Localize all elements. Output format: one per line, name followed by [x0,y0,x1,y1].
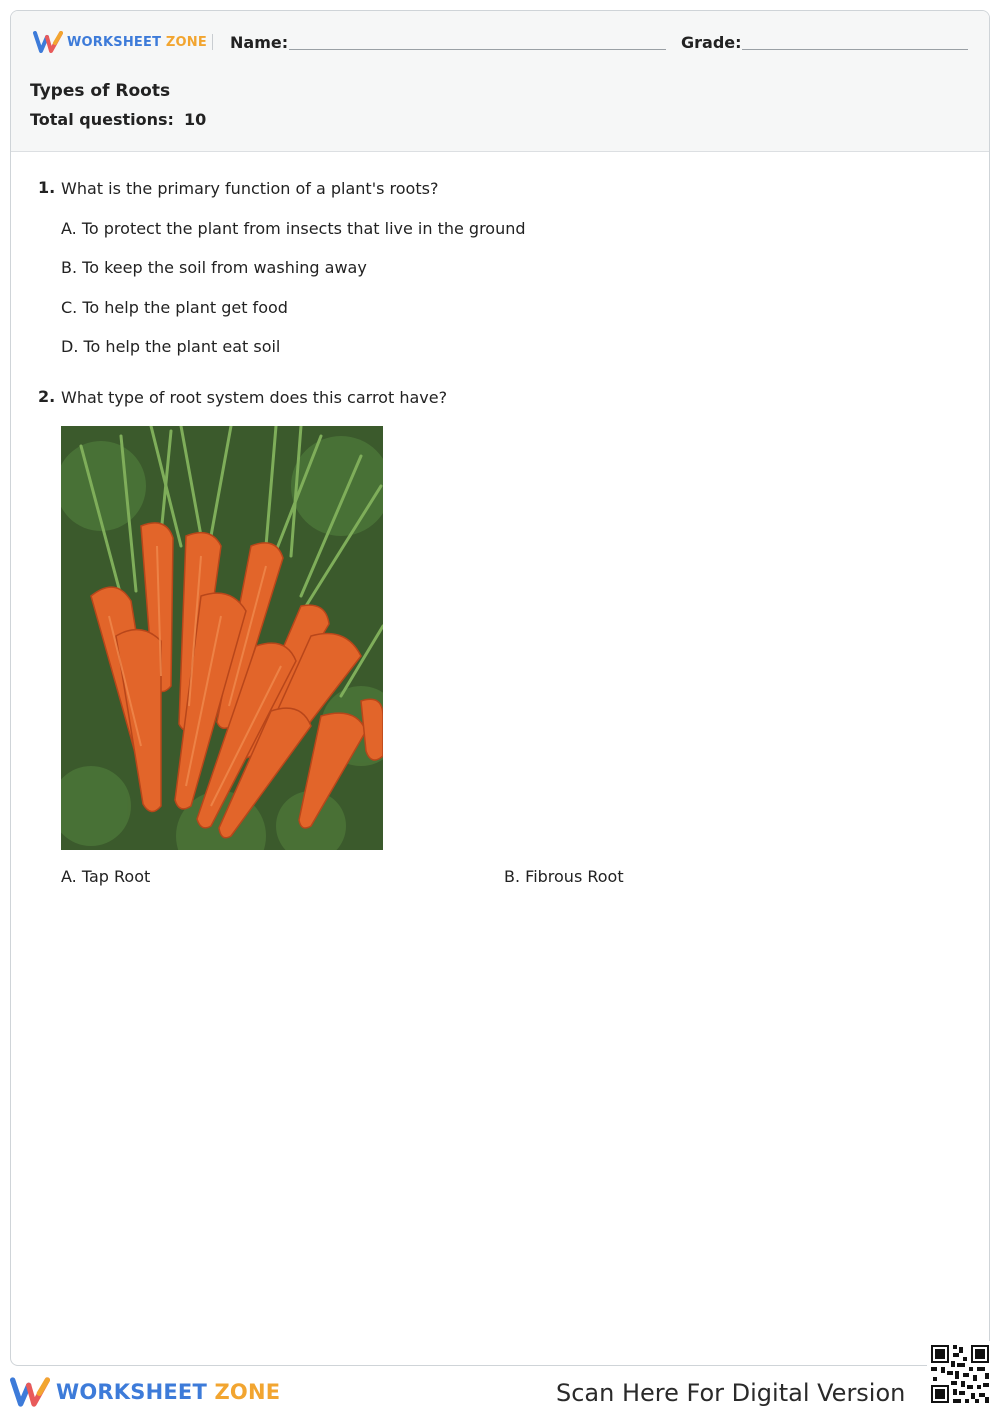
carrots-photo [61,426,383,850]
scan-digital-version-text: Scan Here For Digital Version [556,1379,906,1407]
answer-option[interactable]: D. To help the plant eat soil [61,337,281,356]
header-separator [212,34,213,50]
brand-logo-icon [33,31,63,53]
total-questions-value: 10 [183,110,207,129]
brand-wordmark [67,35,207,50]
grade-label: Grade: [681,33,742,52]
answer-option[interactable]: B. Fibrous Root [504,867,624,886]
brand-word-worksheet: WORKSHEET [56,1380,207,1404]
footer-brand-logo [10,1377,280,1407]
grade-field-line[interactable] [742,49,968,50]
worksheet-title: Types of Roots [30,81,171,101]
brand-logo-icon [10,1377,50,1407]
total-questions-label: Total questions: [30,110,174,129]
question-number: 2. [38,387,56,406]
brand-logo [33,31,207,53]
worksheet-header [11,11,989,152]
question-number: 1. [38,178,56,197]
question-text: What is the primary function of a plant's roots? [61,179,439,198]
name-label: Name: [230,33,289,52]
qr-code-icon[interactable] [927,1341,993,1407]
brand-word-zone: ZONE [214,1380,281,1404]
brand-word-zone: ZONE [165,34,207,50]
name-field-line[interactable] [289,49,666,50]
question-text: What type of root system does this carrot have? [61,388,448,407]
brand-word-worksheet: WORKSHEET [67,34,162,50]
answer-option[interactable]: A. To protect the plant from insects that live in the ground [61,219,526,238]
footer-brand-wordmark [56,1380,280,1404]
answer-option[interactable]: B. To keep the soil from washing away [61,258,367,277]
total-questions [30,110,206,129]
worksheet-sheet [10,10,990,1366]
answer-option[interactable]: C. To help the plant get food [61,298,288,317]
answer-option[interactable]: A. Tap Root [61,867,151,886]
